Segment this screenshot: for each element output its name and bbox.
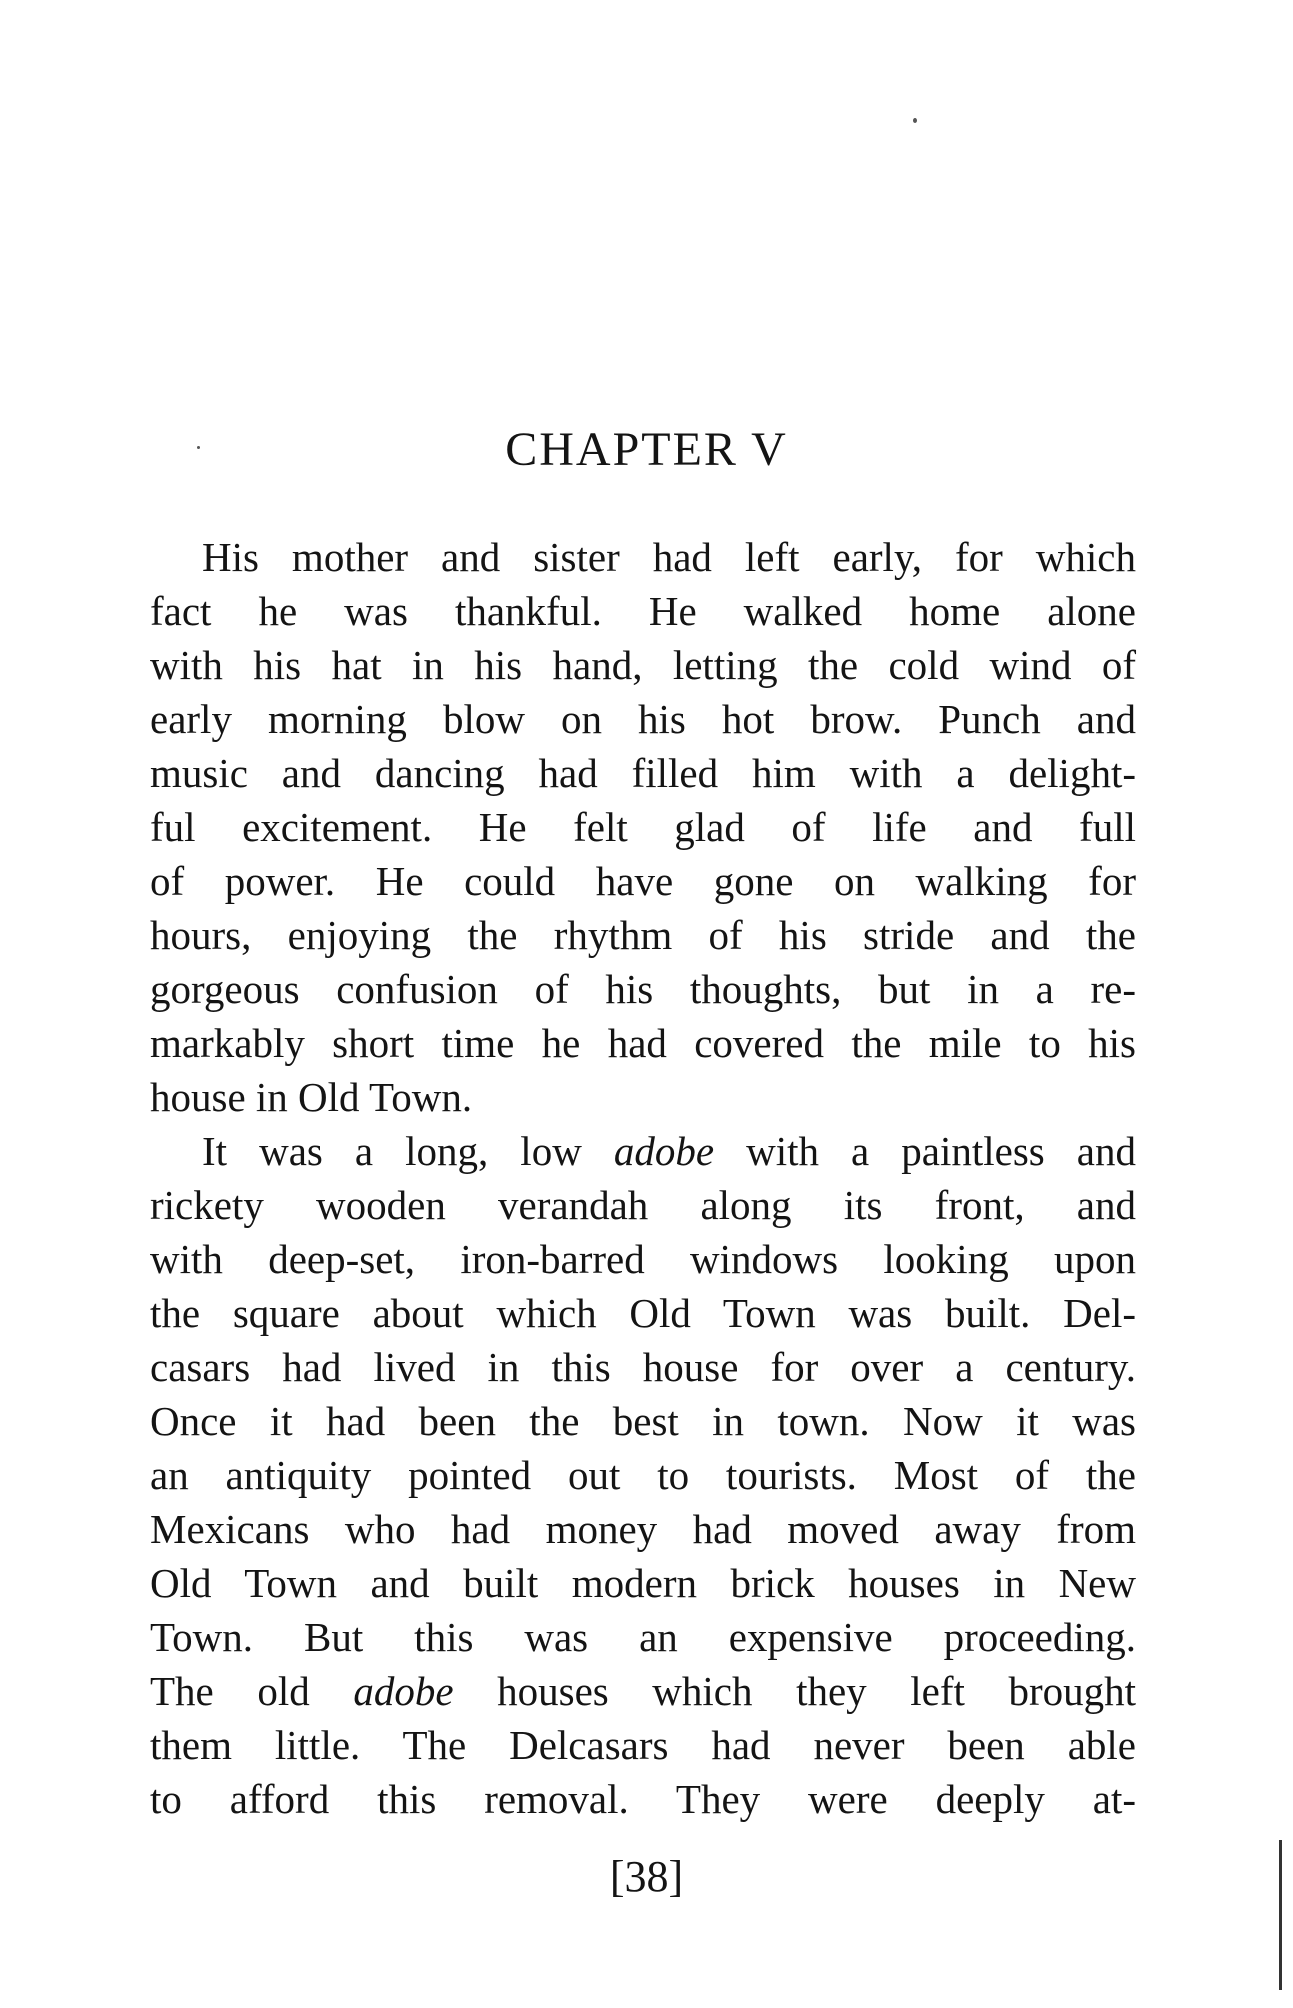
text-run: The old xyxy=(150,1668,310,1714)
text-line: of power. He could have gone on walking for xyxy=(150,858,1136,904)
text-line: Town. But this was an expensive proceeding. xyxy=(150,1614,1136,1660)
text-line: rickety wooden verandah along its front, and xyxy=(150,1182,1136,1228)
italic-word: adobe xyxy=(613,1128,715,1174)
text-line: markably short time he had covered the mile to his xyxy=(150,1020,1136,1066)
chapter-body xyxy=(150,530,1136,1826)
text-run: with a paintless and xyxy=(746,1128,1136,1174)
text-run: houses which they left brought xyxy=(497,1668,1137,1714)
text-line: to afford this removal. They were deeply at- xyxy=(150,1776,1136,1822)
text-line: an antiquity pointed out to tourists. Most of the xyxy=(150,1452,1136,1498)
text-line: with deep-set, iron-barred windows looking upon xyxy=(150,1236,1136,1282)
text-line: hours, enjoying the rhythm of his stride and the xyxy=(150,912,1136,958)
text-line: gorgeous confusion of his thoughts, but in a re- xyxy=(150,966,1136,1012)
text-line: casars had lived in this house for over a century. xyxy=(150,1344,1136,1390)
page-number: [38] xyxy=(609,1852,684,1901)
text-line: His mother and sister had left early, for which xyxy=(202,534,1136,580)
text-line: fact he was thankful. He walked home alone xyxy=(150,588,1136,634)
text-line: ful excitement. He felt glad of life and full xyxy=(150,804,1136,850)
scan-speck xyxy=(913,118,917,123)
text-line: Old Town and built modern brick houses in New xyxy=(150,1560,1136,1606)
text-line: Once it had been the best in town. Now it was xyxy=(150,1398,1136,1444)
text-run: It was a long, low xyxy=(202,1128,582,1174)
text-line: music and dancing had filled him with a delight- xyxy=(150,750,1136,796)
text-line: early morning blow on his hot brow. Punch and xyxy=(150,696,1136,742)
text-line: the square about which Old Town was built. Del- xyxy=(150,1290,1136,1336)
text-line xyxy=(150,1664,1136,1718)
paragraph-1 xyxy=(150,530,1136,1124)
margin-scan-line xyxy=(1279,1840,1282,1990)
text-line: house in Old Town. xyxy=(150,1074,473,1120)
text-line: them little. The Delcasars had never been able xyxy=(150,1722,1136,1768)
scan-speck xyxy=(197,446,200,449)
chapter-heading: CHAPTER V xyxy=(505,423,788,476)
paragraph-2 xyxy=(150,1124,1136,1826)
text-line: Mexicans who had money had moved away from xyxy=(150,1506,1136,1552)
text-line xyxy=(150,1124,1136,1178)
text-line: with his hat in his hand, letting the cold wind of xyxy=(150,642,1136,688)
italic-word: adobe xyxy=(353,1668,454,1714)
